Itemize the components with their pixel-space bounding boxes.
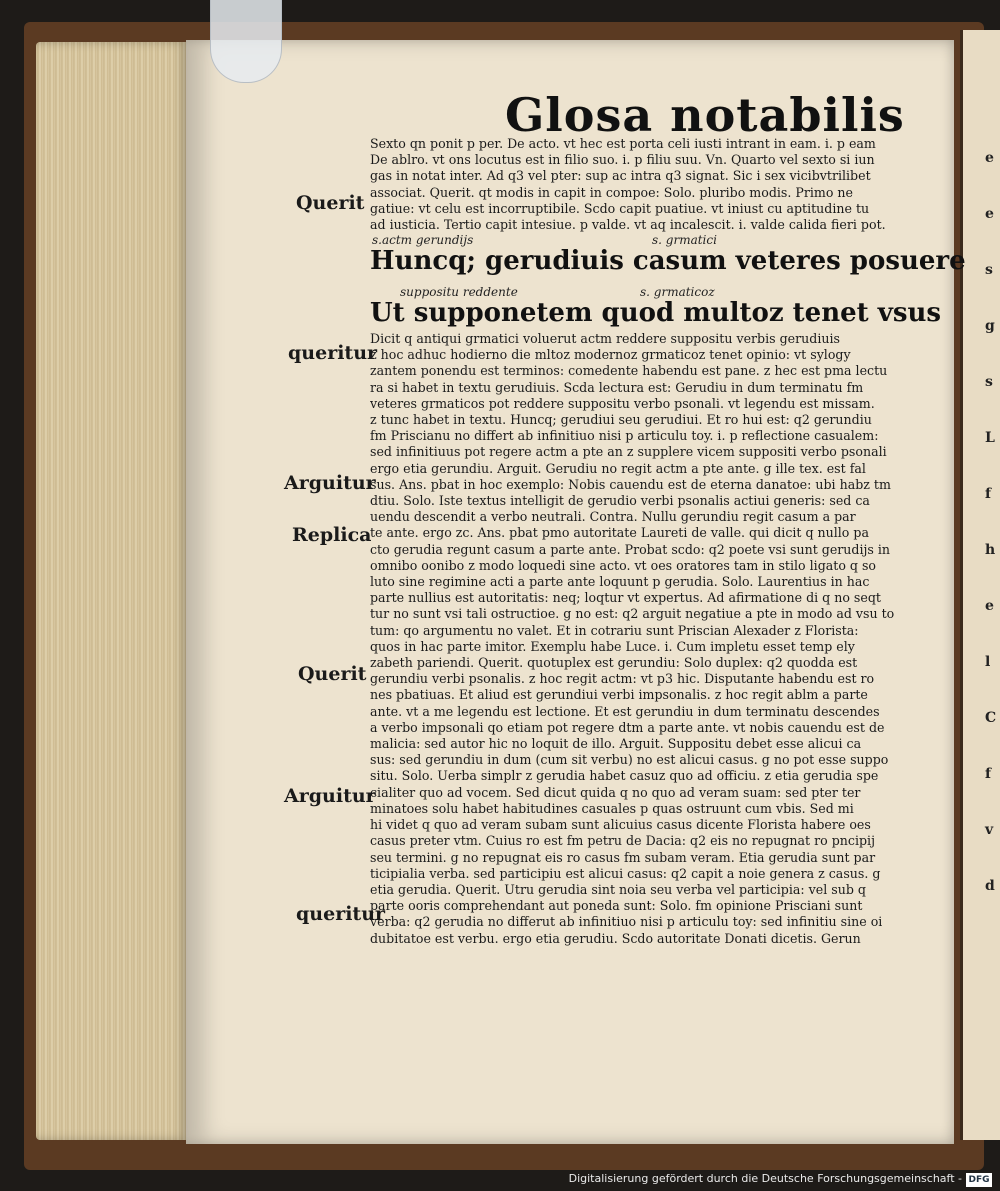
interlinear-gloss: suppositu reddente [400, 285, 518, 299]
text-line: verba: q2 gerudia no differut ab infinitiuo nisi p articulu toy: sed infinitiu sine oi [370, 914, 883, 930]
right-page-letter: d [985, 878, 995, 894]
interlinear-gloss: s.actm gerundijs [372, 233, 474, 247]
text-line: casus preter vtm. Cuius ro est fm petru de Dacia: q2 eis no repugnat ro pncipij [370, 833, 875, 849]
text-line: minatoes solu habet habitudines casuales p quas ostruunt cum vbis. Sed mi [370, 800, 854, 816]
text-line: gerundiu verbi psonalis. z hoc regit actm: vt p3 hic. Disputante habendu est ro [370, 671, 875, 687]
right-page-edge [960, 30, 1000, 1140]
text-line: veteres grmaticos pot reddere suppositu verbo psonali. vt legendu est missam. [370, 395, 875, 411]
right-page-letter: e [985, 150, 994, 166]
text-line: cialiter quo ad vocem. Sed dicut quida q no quo ad veram suam: sed pter ter [370, 784, 861, 800]
text-line: zantem ponendu est terminos: comedente habendu est pane. z hec est pma lectu [370, 363, 888, 379]
text-line: hi videt q quo ad veram subam sunt alicuius casus dicente Florista habere oes [370, 817, 871, 833]
text-line: ra si habet in textu gerudiuis. Scda lectura est: Gerudiu in dum terminatu fm [370, 379, 864, 395]
text-line: ante. vt a me legendu est lectione. Et est gerundiu in dum terminatu descendes [370, 703, 880, 719]
text-line: quos in hac parte imitor. Exemplu habe Luce. i. Cum impletu esset temp ely [370, 638, 855, 654]
text-line: Dicit q antiqui grmatici voluerut actm reddere suppositu verbis gerudiuis [370, 331, 840, 346]
text-line: seu termini. g no repugnat eis ro casus fm subam veram. Etia gerudia sunt par [370, 849, 876, 865]
right-page-letter: l [985, 654, 991, 670]
footer-credit: Digitalisierung gefördert durch die Deutsche Forschungsgemeinschaft - [568, 1172, 962, 1185]
right-page-letter: e [985, 598, 994, 614]
interlinear-gloss: s. grmatici [652, 233, 717, 247]
right-page-letter: s [985, 374, 993, 390]
text-line: tum: qo argumentu no valet. Et in cotrariu sunt Priscian Alexader z Florista: [370, 622, 859, 638]
right-page-letter: s [985, 262, 993, 278]
page-clip [210, 0, 282, 83]
text-line: omnibo oonibo z modo loquedi sine acto. vt oes oratores tam in stilo ligato q so [370, 557, 877, 573]
text-line: ergo etia gerundiu. Arguit. Gerudiu no regit actm a pte ante. g ille tex. est fal [370, 460, 866, 476]
text-line: z tunc habet in textu. Huncq; gerudiui seu gerudiui. Et ro hui est: q2 gerundiu [370, 412, 872, 428]
right-page-letter: e [985, 206, 994, 222]
verse-line-1: Huncq; gerudiuis casum veteres posuere [370, 246, 966, 276]
text-line: a verbo impsonali qo etiam pot regere dtm a parte ante. vt nobis cauendu est de [370, 719, 885, 735]
right-page-letter: f [985, 766, 992, 782]
text-line: dtiu. Solo. Iste textus intelligit de gerudio verbi psonalis actiui generis: sed ca [370, 493, 870, 509]
text-line: sus. Ans. pbat in hoc exemplo: Nobis cauendu est de eterna danatoe: ubi habz tm [370, 476, 891, 492]
margin-note: Arguitur [284, 472, 376, 494]
text-line: uendu descendit a verbo neutrali. Contra. Nullu gerundiu regit casum a par [370, 509, 856, 525]
text-line: nes pbatiuas. Et aliud est gerundiui verbi impsonalis. z hoc regit ablm a parte [370, 687, 868, 703]
text-line: associat. Querit. qt modis in capit in compoe: Solo. pluribo modis. Primo ne [370, 184, 853, 200]
text-line: Sexto qn ponit p per. De acto. vt hec est porta celi iusti intrant in eam. i. p eam [370, 136, 876, 151]
interlinear-gloss: s. grmaticoz [640, 285, 715, 299]
right-page-letter: v [985, 822, 994, 838]
text-line: te ante. ergo zc. Ans. pbat pmo autoritate Laureti de valle. qui dicit q nullo pa [370, 525, 869, 541]
page-title: Glosa notabilis [505, 88, 905, 142]
text-line: gatiue: vt celu est incorruptibile. Scdo capit puatiue. vt iniust cu aptitudine tu [370, 200, 870, 216]
margin-note: Querit [296, 192, 365, 214]
gloss-paragraph-2 [370, 331, 930, 947]
right-page-letter: L [985, 430, 995, 446]
right-page-letter: f [985, 486, 992, 502]
right-page-letter: g [985, 318, 995, 334]
right-page-letter: h [985, 542, 996, 558]
margin-note: Arguitur [284, 785, 376, 807]
text-line: De ablro. vt ons locutus est in filio suo. i. p filiu suu. Vn. Quarto vel sexto si iun [370, 152, 875, 168]
margin-note: Querit [298, 663, 367, 685]
margin-note: queritur [296, 903, 386, 925]
margin-note: Replica [292, 524, 372, 546]
text-line: sus: sed gerundiu in dum (cum sit verbu) no est alicui casus. g no pot esse suppo [370, 752, 889, 768]
dfg-logo: DFG [966, 1173, 992, 1187]
right-page-letter: C [985, 710, 997, 726]
text-line: parte nullius est autoritatis: neq; loqtur vt expertus. Ad afirmatione di q no seqt [370, 590, 881, 606]
text-line: cto gerudia regunt casum a parte ante. Probat scdo: q2 poete vsi sunt gerudijs in [370, 541, 891, 557]
page-edges [36, 42, 188, 1140]
text-line: fm Priscianu no differt ab infinitiuo nisi p articulu toy. i. p reflectione casualem: [370, 428, 879, 444]
gloss-paragraph-1 [370, 136, 930, 233]
margin-note: queritur [288, 342, 378, 364]
verse-line-2: Ut supponetem quod multoz tenet vsus [370, 298, 941, 328]
text-line: ticipialia verba. sed participiu est alicui casus: q2 capit a noie genera z casus. g [370, 865, 881, 881]
text-line: situ. Solo. Uerba simplr z gerudia habet casuz quo ad officiu. z etia gerudia spe [370, 768, 879, 784]
text-line: dubitatoe est verbu. ergo etia gerudiu. Scdo autoritate Donati dicetis. Gerun [370, 930, 861, 946]
text-line: sed infinitiuus pot regere actm a pte an z supplere vicem suppositi verbo psonali [370, 444, 887, 460]
text-line: gas in notat inter. Ad q3 vel pter: sup ac intra q3 signat. Sic i sex vicibvtrilibet [370, 168, 871, 184]
text-line: ad iusticia. Tertio capit intesiue. p valde. vt aq incalescit. i. valde calida fieri pot. [370, 217, 886, 233]
text-line: z hoc adhuc hodierno die mltoz modernoz grmaticoz tenet opinio: vt sylogy [370, 347, 851, 363]
text-line: zabeth pariendi. Querit. quotuplex est gerundiu: Solo duplex: q2 quodda est [370, 655, 858, 671]
text-line: parte ooris comprehendant aut poneda sunt: Solo. fm opinione Prisciani sunt [370, 898, 863, 914]
text-line: tur no sunt vsi tali ostructioe. g no est: q2 arguit negatiue a pte in modo ad vsu to [370, 606, 895, 622]
text-line: etia gerudia. Querit. Utru gerudia sint noia seu verba vel participia: vel sub q [370, 881, 866, 897]
text-line: luto sine regimine acti a parte ante loquunt p gerudia. Solo. Laurentius in hac [370, 574, 870, 590]
text-line: malicia: sed autor hic no loquit de illo. Arguit. Suppositu debet esse alicui ca [370, 736, 862, 752]
